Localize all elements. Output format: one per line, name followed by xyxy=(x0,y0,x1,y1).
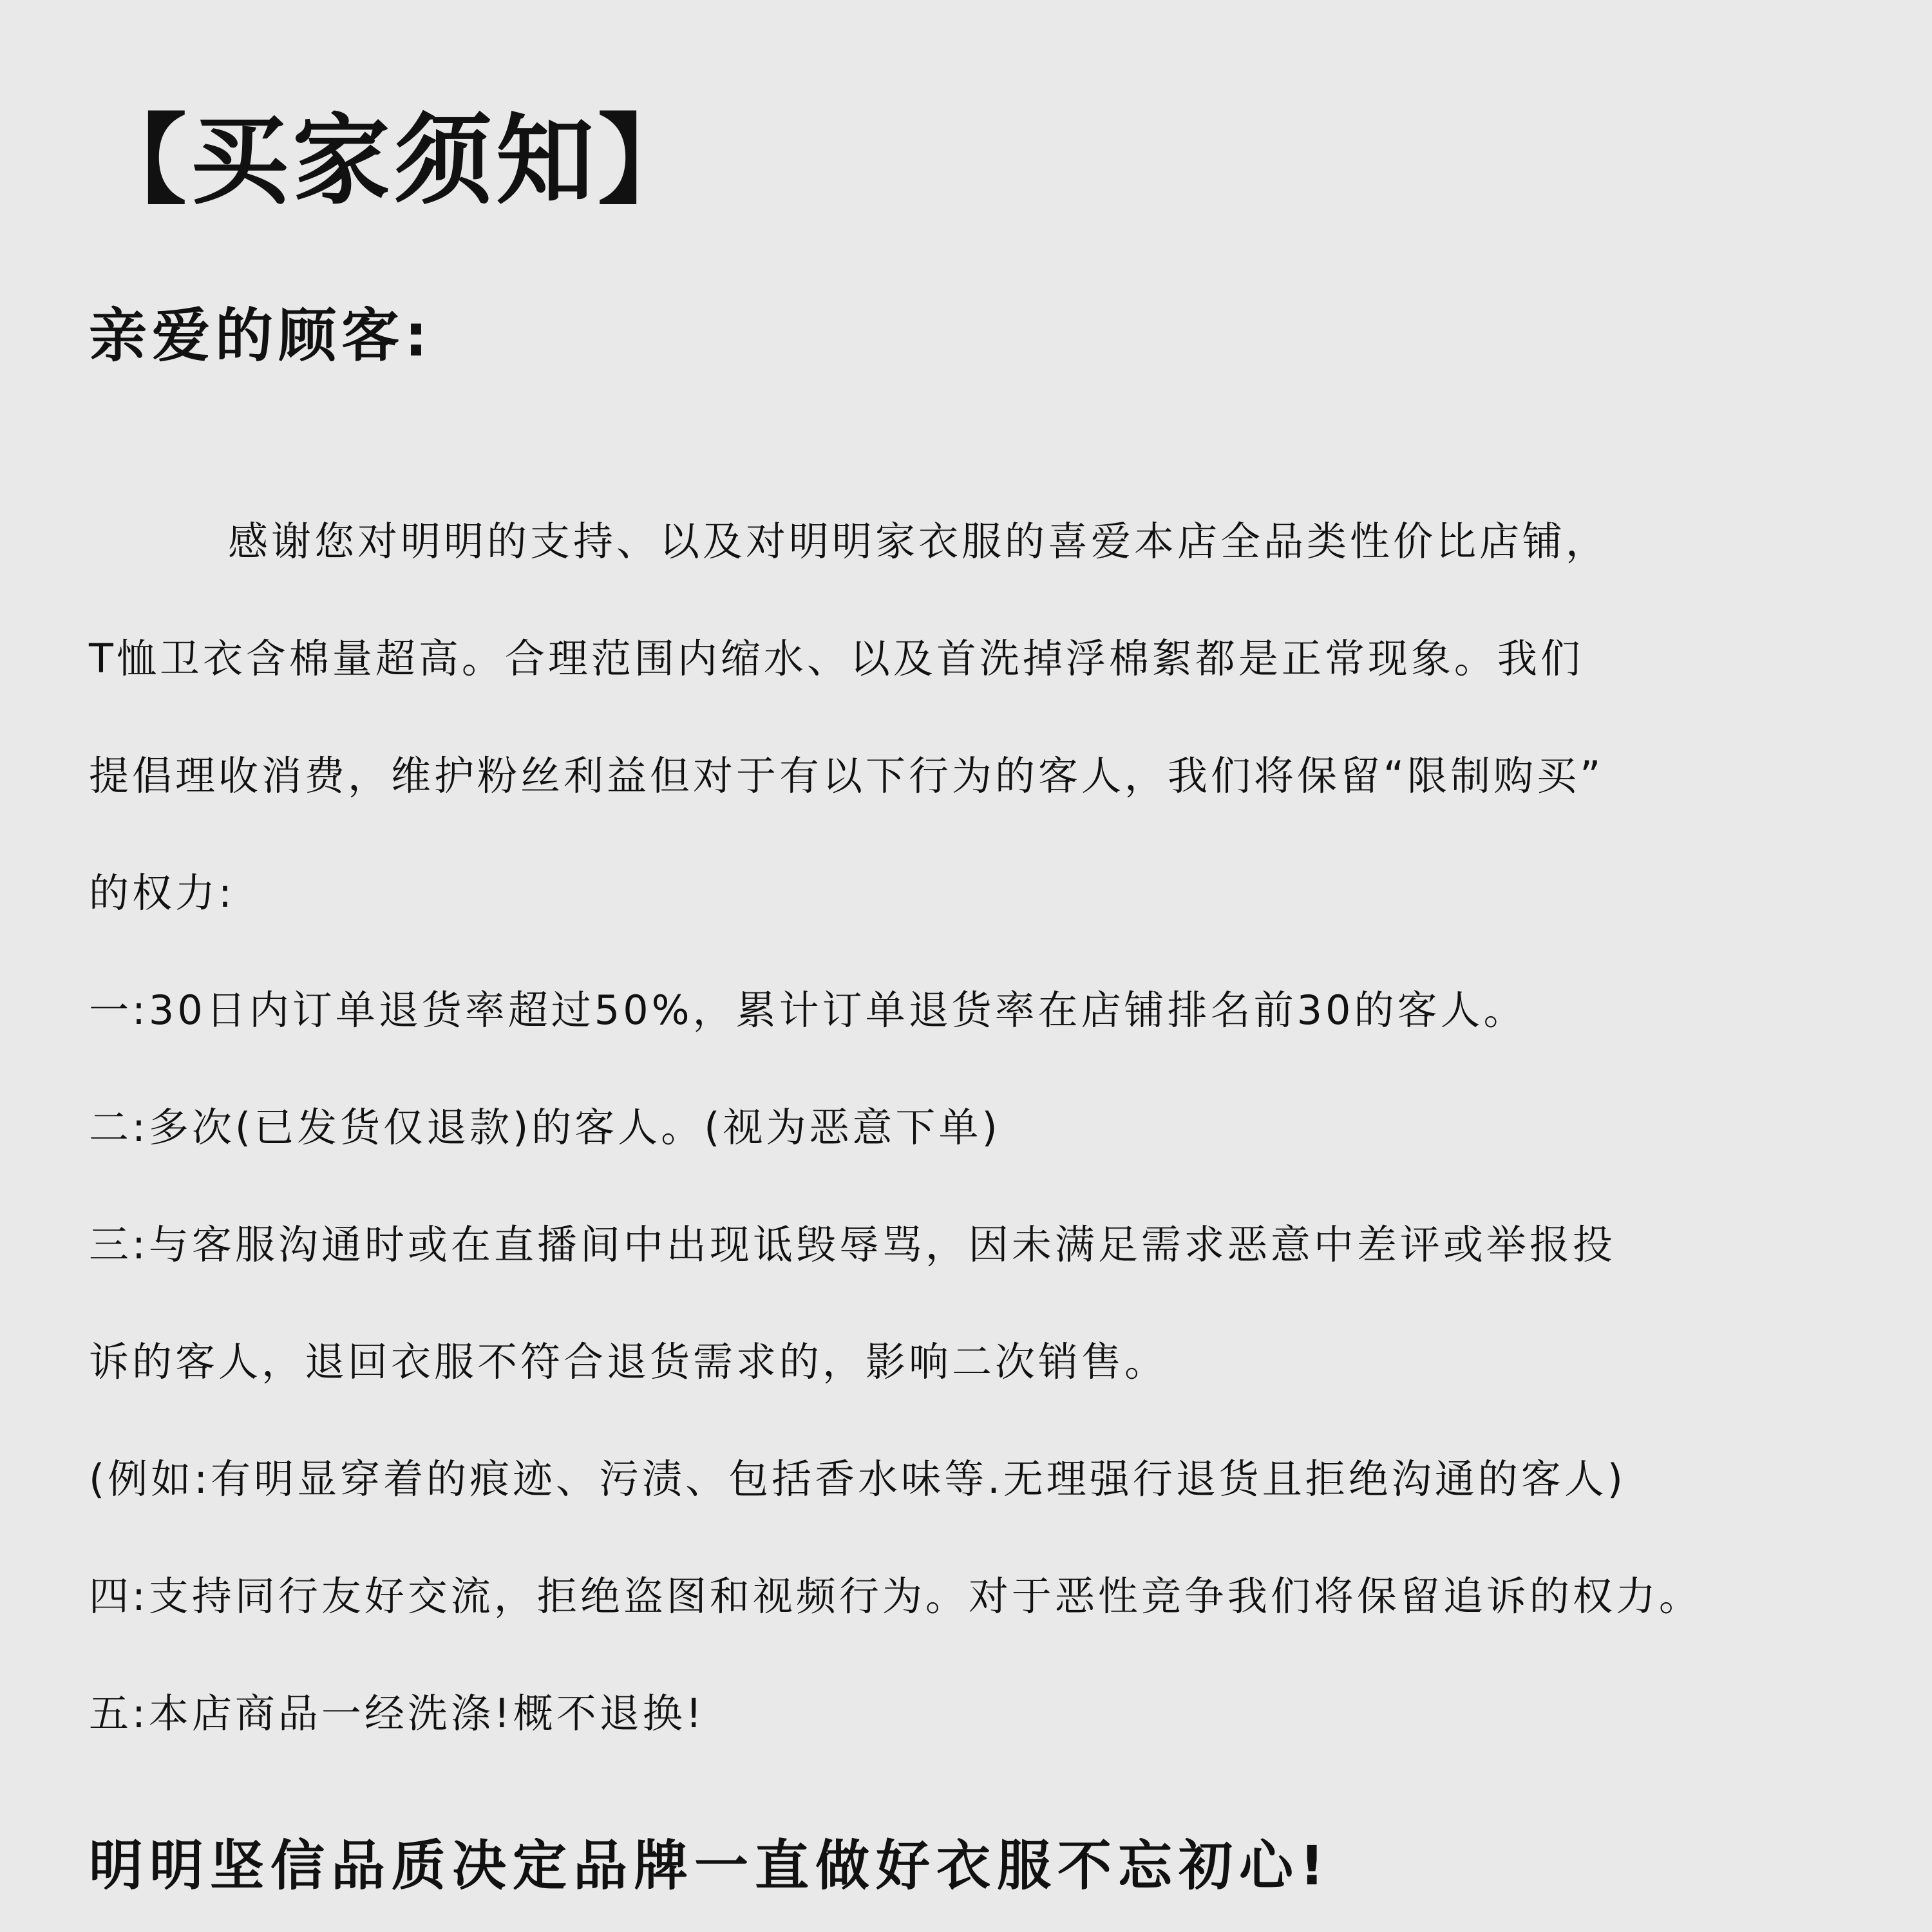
intro-line: 感谢您对明明的支持、以及对明明家衣服的喜爱本店全品类性价比店铺， xyxy=(228,518,1609,565)
rule-5: 五:本店商品一经洗涤!概不退换! xyxy=(89,1690,705,1737)
intro-line: T恤卫衣含棉量超高。合理范围内缩水、以及首洗掉浮棉絮都是正常现象。我们 xyxy=(89,635,1584,682)
intro-line: 提倡理收消费，维护粉丝利益但对于有以下行为的客人，我们将保留“限制购买” xyxy=(89,752,1604,799)
notice-title: 【买家须知】 xyxy=(89,104,699,218)
rule-3-continued: 诉的客人，退回衣服不符合退货需求的，影响二次销售。 xyxy=(89,1338,1168,1385)
greeting: 亲爱的顾客: xyxy=(89,302,433,370)
buyer-notice xyxy=(89,97,1918,1897)
rule-2: 二:多次(已发货仅退款)的客人。(视为恶意下单) xyxy=(89,1104,1001,1151)
footer-slogan: 明明坚信品质决定品牌一直做好衣服不忘初心! xyxy=(89,1834,1331,1897)
rule-4: 四:支持同行友好交流，拒绝盗图和视频行为。对于恶性竞争我们将保留追诉的权力。 xyxy=(89,1573,1702,1620)
intro-line: 的权力: xyxy=(89,869,235,916)
rule-1: 一:30日内订单退货率超过50%，累计订单退货率在店铺排名前30的客人。 xyxy=(89,987,1527,1034)
notice-body xyxy=(89,483,1918,1772)
rule-3: 三:与客服沟通时或在直播间中出现诋毁辱骂，因未满足需求恶意中差评或举报投 xyxy=(89,1221,1616,1268)
rule-3-example: (例如:有明显穿着的痕迹、污渍、包括香水味等.无理强行退货且拒绝沟通的客人) xyxy=(89,1455,1626,1502)
